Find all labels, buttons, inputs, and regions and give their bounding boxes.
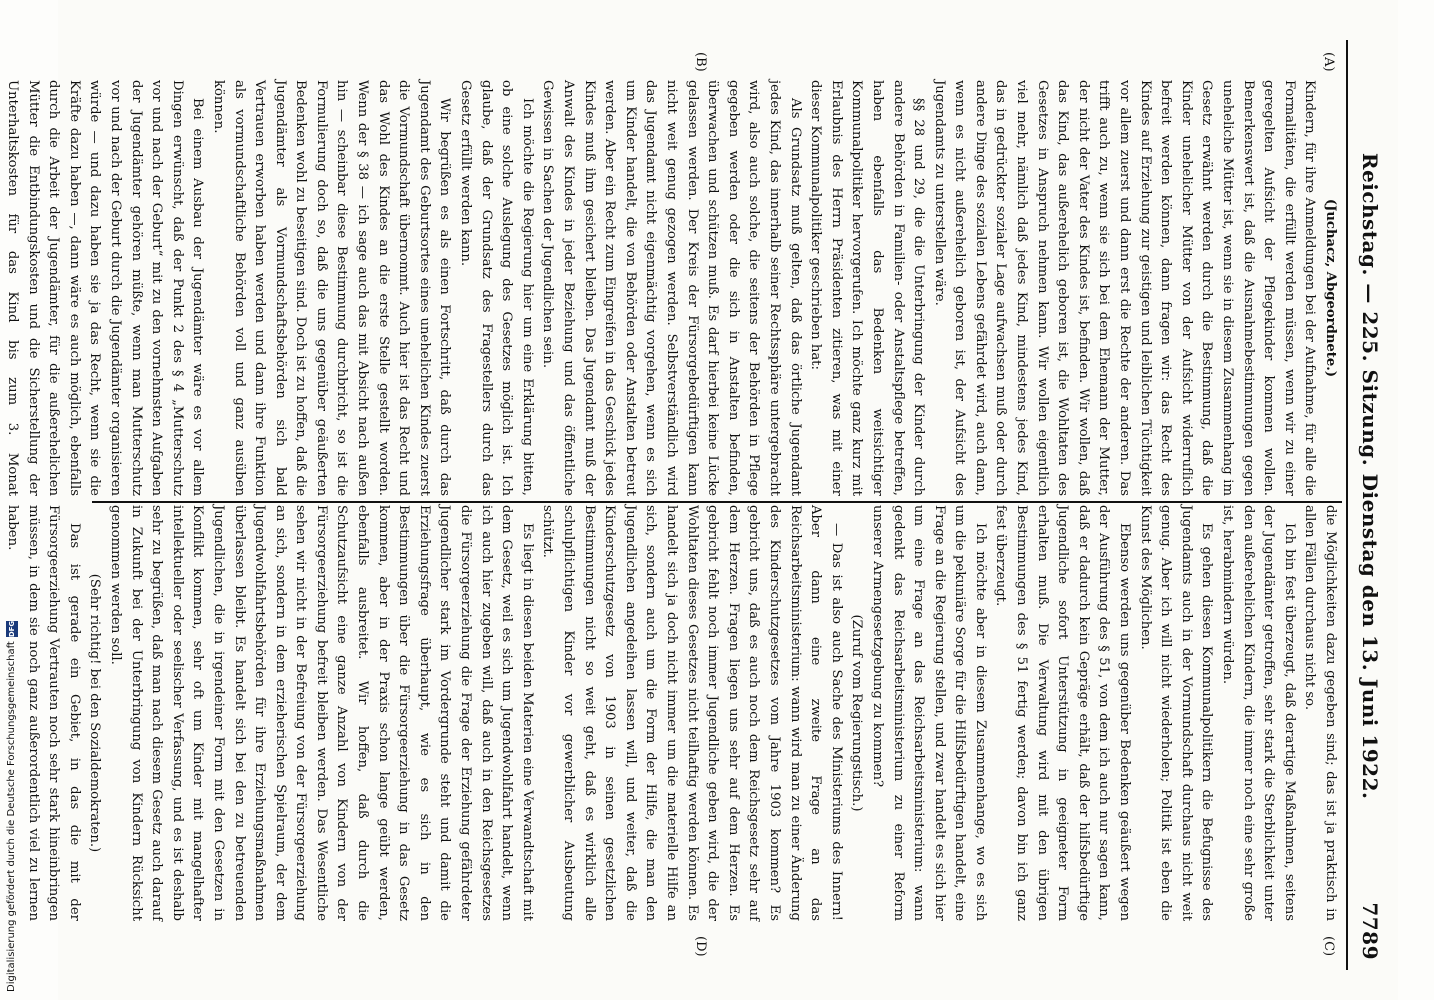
- footer-credit: [4, 2, 20, 992]
- paragraph: — Das ist also auch Sache des Ministeriums des Innern! Aber dann eine zweite Frage an das Reichsarbeitsministerium: wann wird man zu einer Änderung des Kinderschutzgesetzes vom Jahre 1903 kommen? Es gebricht uns, daß es auch noch dem Reichsgesetz sehr auf dem Herzen. Fragen liegen uns sehr auf dem Herzen. Es gebricht fehlt noch immer Jugendliche geben wird, die der Wohltaten dieses Gesetzes nicht teilhaftig werden können. Es handelt sich ja doch nicht immer um die materielle Hilfe an sich, sondern auch um die Form der Hilfe, die man den Jugendlichen angedeihen lassen will, und weiter, daß die Kinderschutzgesetz von 1903 in seinen gesetzlichen Bestimmungen nicht so weit geht, daß es wirklich alle schulpflichtigen Kinder vor gewerblicher Ausbeutung schützt.: [540, 505, 844, 921]
- interjection: (Sehr richtig! bei den Sozialdemokraten.): [87, 573, 103, 853]
- paragraph: Kindern, für ihre Anmeldungen bei der Aufnahme, für alle die Formalitäten, die erfüllt werden müssen, wenn wir zu einer geregelten Aufsicht der Pflegekinder kommen wollen. Bemerkenswert ist, daß die Ausnahmebestimmungen gegen uneheliche Mütter ist, wenn sie in diesem Zusammenhang im Gesetz erwähnt werden durch die Bestimmung, daß die Kinder unehelicher Mütter von der Aufsicht widerruflich befreit werden können, dann fragen wir: das Recht des Kindes auf Erziehung zur geistigen und leiblichen Tüchtigkeit vor allem zuerst und dann erst die Rechte der anderen. Das trifft auch zu, wenn sie sich bei dem Ehemann der Mutter, der nicht der Vater des Kindes ist, befinden. Wir wollen, daß das Kind, das außerehelich geboren ist, die Wohltaten des Gesetzes in Anspruch nehmen kann. Wir wollen eigentlich viel mehr, nämlich daß jedes Kind, mindestens jedes Kind, das in gedrückter sozialer Lage aufwachsen muß oder durch andere Dinge des sozialen Lebens gefährdet wird, auch dann, wenn es nicht außerehelich geboren ist, der Aufsicht des Jugendamts zu unterstellen wäre.: [931, 80, 1318, 496]
- paragraph: Es gehen diesen Kommunalpolitikern die Befugnisse des Jugendamts auch in der Vormundschaft durchaus nicht weit genug. Aber ich will nicht wiederholen; Politik ist eben die Kunst des Möglichen.: [1137, 505, 1215, 921]
- footer-credit-text: Digitalisierung gefördert durch die Deutsche Forschungsgemeinschaft: [6, 641, 17, 992]
- header-rule: [1346, 40, 1348, 970]
- paragraph: Ich möchte aber in diesem Zusammenhange, wo es sich um die pekuniäre Sorge für die Hilfsbedürftigen handelt, eine Frage an die Regierung stellen, und zwar handelt es sich hier um eine Frage an das Reichsarbeitsministerium: wann gedenkt das Reichsarbeitsministerium zu einer Reform unserer Armengesetzgebung zu kommen?: [869, 505, 988, 921]
- paragraph: Bei einem Ausbau der Jugendämter wäre es vor allem Dingen erwünscht, daß der Punkt 2 des § 4 „Mutterschutz vor und nach der Geburt“ mit zu den vornehmsten Aufgaben der Jugendämter gehören müßte, wenn man Mutterschutz vor und nach der Geburt durch die Jugendämter organisieren würde — und dazu haben sie ja das Recht, wenn sie die Kräfte dazu haben —, dann wäre es auch möglich, ebenfalls durch die Arbeit der Jugendämter, für die außerehelichen Mütter die Entbindungskosten und die Sicherstellung der Unterhaltskosten für das Kind bis zum 3. Monat: [5, 80, 206, 496]
- paragraph: §§ 28 und 29, die die Unterbringung der Kinder durch andere Behörden in Familien- oder Anstaltspflege betreffen, haben ebenfalls das Bedenken weitsichtiger Kommunalpolitiker hervorgerufen. Ich möchte ganz kurz mit Erlaubnis des Herrn Präsidenten zitieren, was mit einer dieser Kommunalpolitiker geschrieben hat:: [808, 80, 927, 496]
- paragraph: Das ist gerade ein Gebiet, in das die mit der Fürsorgeerziehung Vertrauten noch sehr stark hineinbringen müssen, in dem sie noch ganz außerordentlich viel zu lernen haben.: [5, 505, 82, 921]
- interjection: (Zuruf vom Regierungstisch.): [849, 614, 865, 812]
- paragraph: Es liegt in diesen beiden Materien eine Verwandtschaft mit dem Gesetz, weil es sich um Jugendwohlfahrt handelt, wenn ich auch hier zugeben will, daß auch in den Reichsgesetzes die Fürsorgeerziehung die Frage der Erziehung gefährdeter Jugendlicher stark im Vordergrunde steht und damit die Erziehungsfrage überhaupt, wie es sich in den Bestimmungen über die Fürsorgeerziehung in das Gesetz kommen, aber in der Praxis schon lange geübt werden, ebenfalls ausbreitet. Wir hoffen, daß durch die Schutzaufsicht eine ganze Anzahl von Kindern von der Fürsorgeerziehung befreit bleiben werden. Das Wesentliche sehen wir nicht in der Befreiung von der Fürsorgeerziehung an sich, sondern in dem erzieherischen Spielraum, der dem Jugendwohlfahrtsbehörden für ihre Erziehungsmaßnahmen überlassen bleibt. Es handelt sich bei den zu betreuenden Jugendlichen, die in irgendeiner Form mit den Gesetzen in Konflikt kommen, sehr oft um Kinder mit mangelhafter intellektueller oder seelischer Verfassung, und es ist deshalb sehr zu begrüßen, daß man nach diesem Gesetz auch darauf in Zukunft bei der Unterbringung von Kindern Rücksicht genommen werden soll.: [107, 505, 535, 921]
- paragraph: die Möglichkeiten dazu gegeben sind; das ist ja praktisch in allen Fällen durchaus nicht so.: [1302, 505, 1338, 921]
- paragraph: Ich möchte die Regierung hier um eine Erklärung bitten, ob eine solche Auslegung des Gesetzes möglich ist. Ich glaube, daß der Grundsatz des Fragestellers durch das Gesetz erfüllt werden kann.: [458, 80, 535, 496]
- margin-marker-b: (B): [693, 52, 708, 72]
- paragraph: Wir begrüßen es als einen Fortschritt, daß durch das Jugendamt des Geburtsortes eines unehelichen Kindes zuerst die Vormundschaft übernommt. Auch hier ist das Recht und das Wohl des Kindes an die erste Stelle gestellt worden. Wenn der § 38 — ich sage auch das mit Absicht nach außen hin — scheinbar diese Bestimmung durchbricht, so ist die Formulierung doch so, daß die uns gegenüber geäußerten Bedenken wohl zu beseitigen sind. Doch ist zu hoffen, daß die Jugendämter als Vormundschaftsbehörden sich bald Vertrauen erworben haben werden und dann ihre Funktion als vormundschaftliche Behörden voll und ganz ausüben können.: [210, 80, 453, 496]
- paragraph: [0, 505, 1, 921]
- page-number: 7789: [1358, 902, 1382, 960]
- page-header-title: Reichstag. — 225. Sitzung. Dienstag den 13. Juni 1922.: [1358, 152, 1382, 800]
- column-divider: [92, 501, 1342, 503]
- footer-credit-line: [4, 2, 20, 992]
- left-column: [5, 80, 1340, 496]
- margin-marker-a: (A): [1321, 52, 1336, 72]
- quote-paragraph: Als Grundsatz muß gelten, daß das örtliche Jugendamt jedes Kind, das innerhalb seiner Rechtssphäre untergebracht wird, also auch solche, die seitens der Behörden in Pflege gegeben werden oder die sich in Anstalten befinden, überwachen und schützen muß. Es darf hierbei keine Lücke gelassen werden. Der Kreis der Fürsorgebedürftigen kann nicht weit genug gezogen werden. Selbstverständlich wird das Jugendamt nicht eigenmächtig vorgehen, wenn es sich um Kinder handelt, die von Behörden oder Anstalten betreut werden. Aber ein Recht zum Eingreifen in das Geschick jedes Kindes muß ihm gesichert bleiben. Das Jugendamt muß der Anwalt des Kindes in jeder Beziehung und das öffentliche Gewissen in Sachen der Jugendlichen sein.: [540, 80, 803, 496]
- paragraph: Ich bin fest überzeugt, daß derartige Maßnahmen, seitens der Jugendämter getroffen, sehr stark die Sterblichkeit unter den außerehelichen Kindern, die immer noch eine sehr große ist, herabmindern würden.: [1220, 505, 1297, 921]
- margin-marker-d: (D): [693, 936, 708, 957]
- page-header: [1352, 50, 1388, 960]
- paragraph: Ebenso werden uns gegenüber Bedenken geäußert wegen der Ausführung des § 51, von dem ich auch nur sagen kann, daß er dadurch kein Gepräge erhält, daß der hilfsbedürftige Jugendliche sofort Unterstützung in geeigneter Form erhalten muß. Die Verwaltung wird mit den übrigen Bestimmungen des § 51 fertig werden; davon bin ich ganz fest überzeugt.: [993, 505, 1133, 921]
- margin-marker-c: (C): [1321, 936, 1336, 957]
- dfg-logo-icon: DFG: [8, 620, 16, 638]
- speaker-line: (Juchacz, Abgeordnete.): [1323, 198, 1338, 378]
